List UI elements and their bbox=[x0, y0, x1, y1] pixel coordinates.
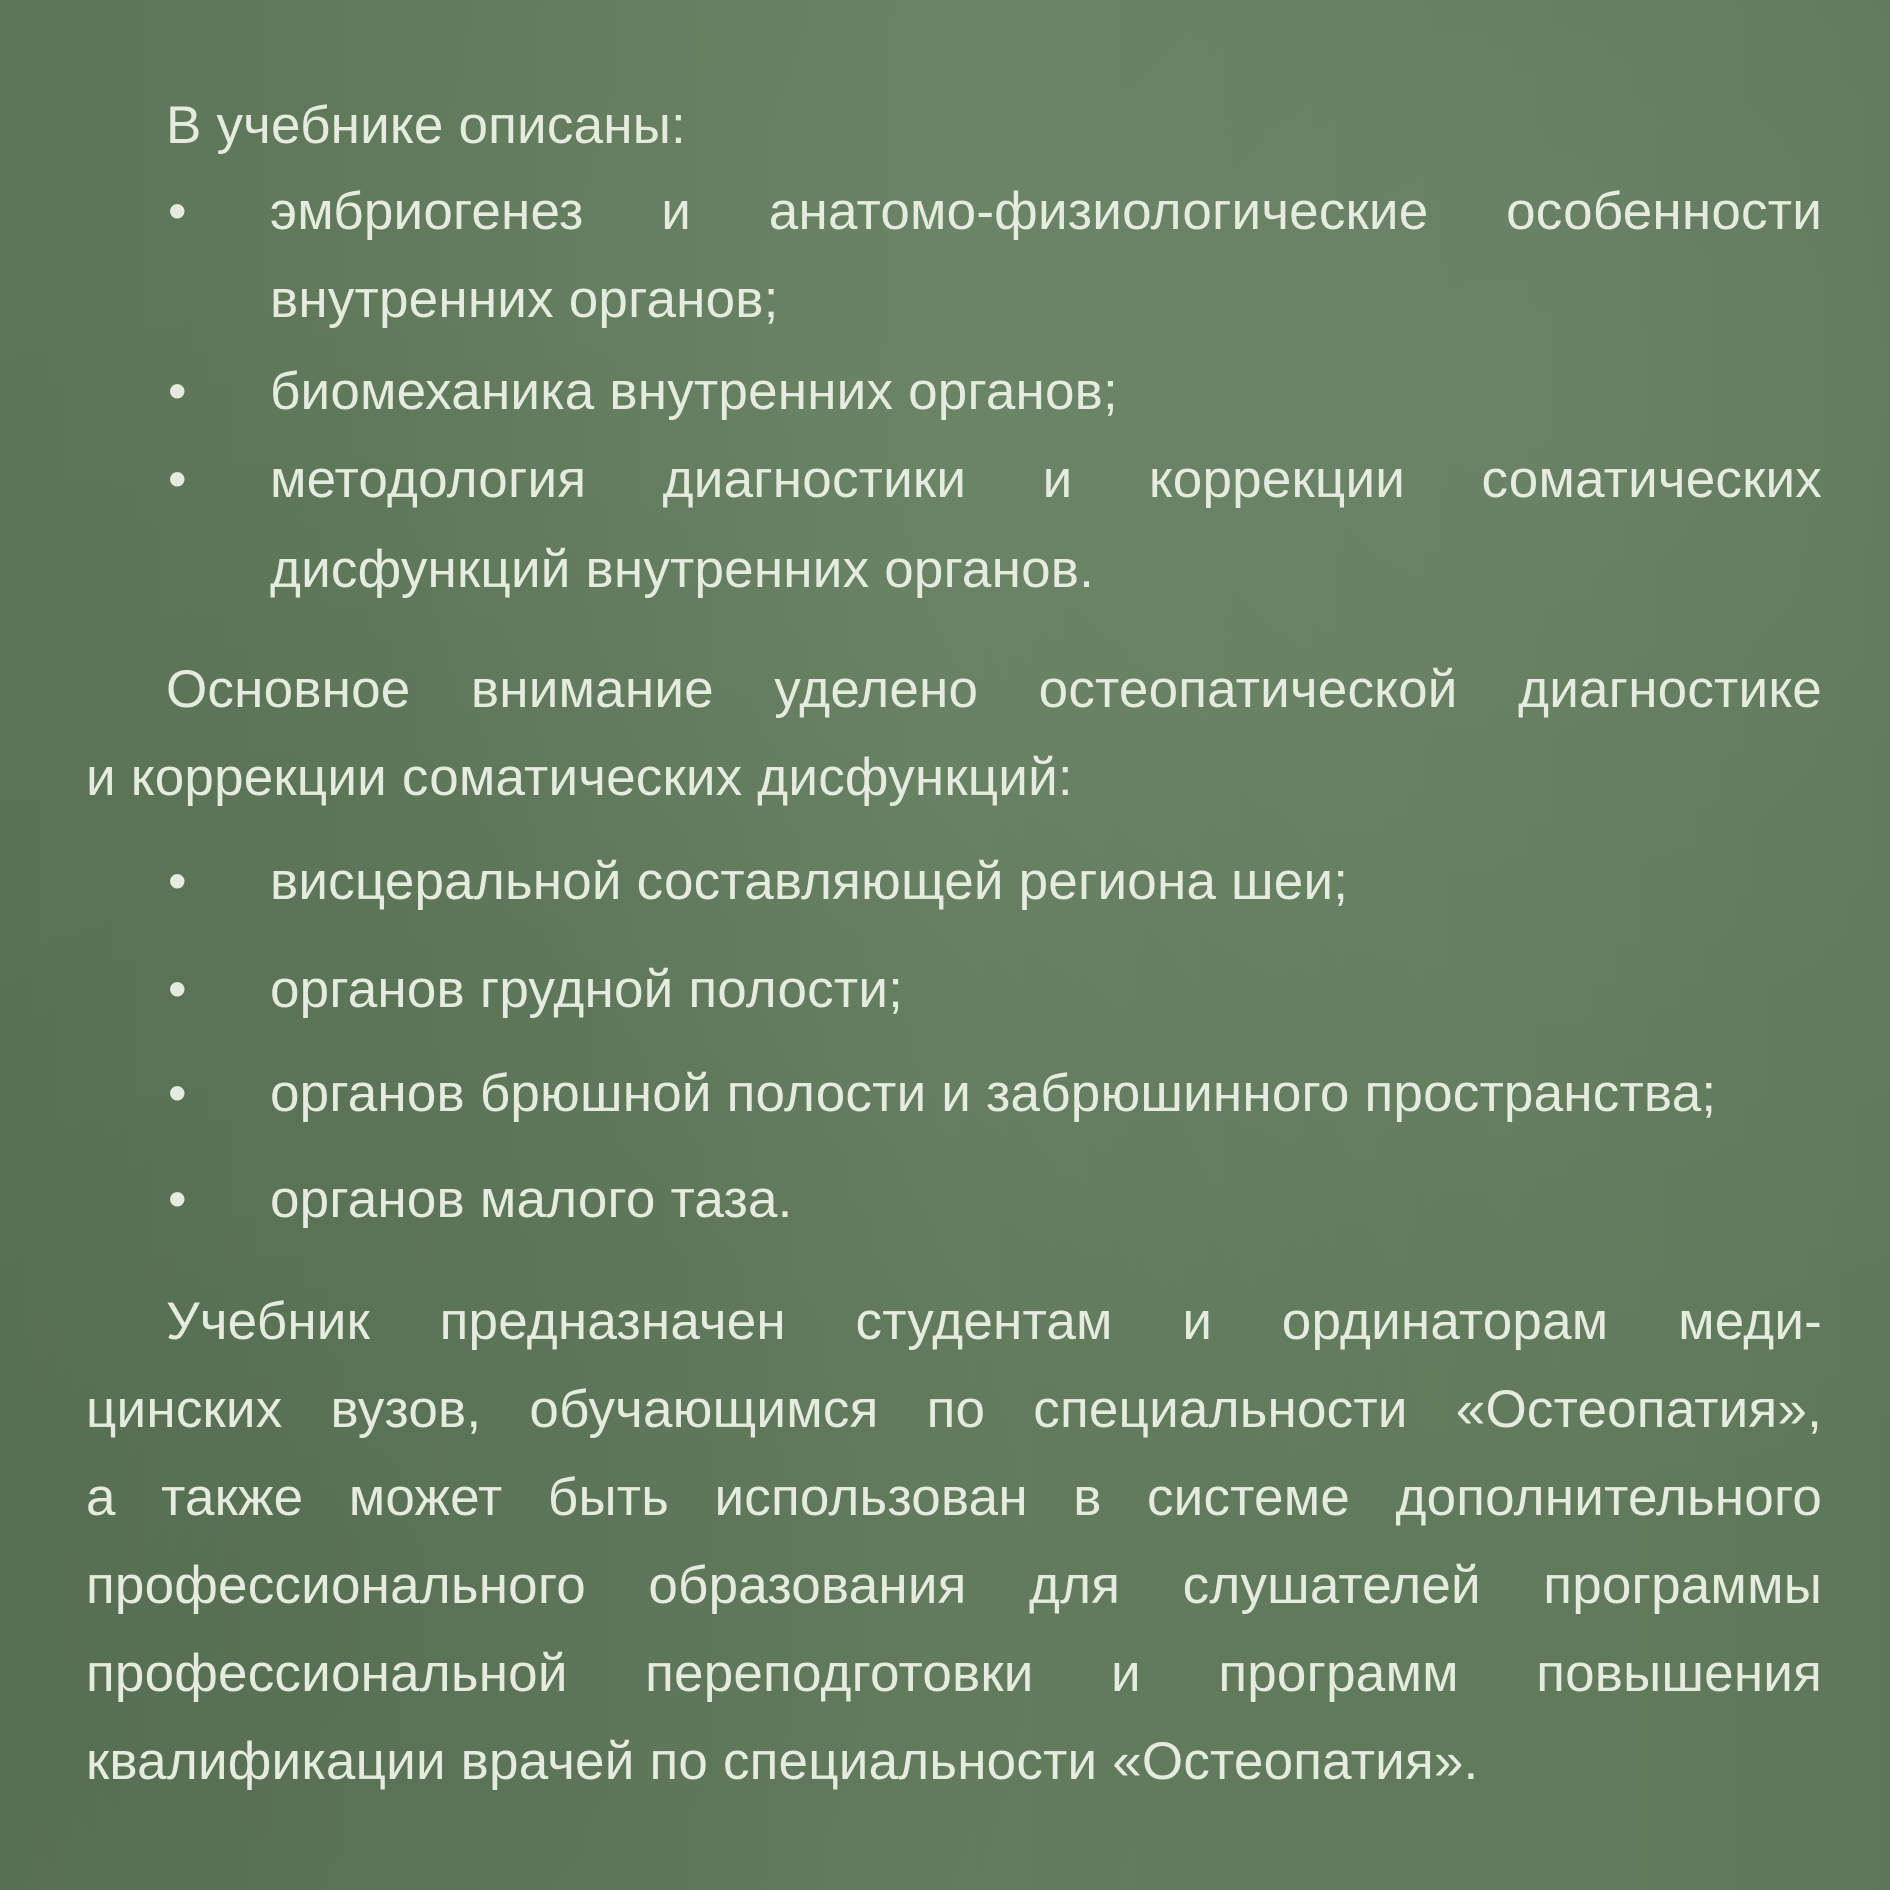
purpose-paragraph-line bbox=[0, 1546, 1890, 1626]
focus-paragraph-line bbox=[0, 650, 1890, 730]
intro-heading-line bbox=[0, 86, 1890, 166]
focus-line-2: и коррекции соматических дисфункций: bbox=[86, 748, 1073, 807]
bullet-icon: • bbox=[168, 182, 187, 241]
list-item bbox=[0, 842, 1890, 922]
list-item-continuation bbox=[0, 260, 1890, 340]
focus-item-1: висцеральной составляющей региона шеи; bbox=[270, 852, 1349, 911]
list-item-continuation bbox=[0, 530, 1890, 610]
bullet-icon: • bbox=[168, 1064, 187, 1123]
purpose-line-2: цинских вузов, обучающимся по специальности «Остеопатия», bbox=[86, 1380, 1822, 1439]
purpose-paragraph-line bbox=[0, 1634, 1890, 1714]
purpose-paragraph-line bbox=[0, 1282, 1890, 1362]
list-item bbox=[0, 1160, 1890, 1240]
purpose-line-3: а также может быть использован в системе дополнительного bbox=[86, 1468, 1822, 1527]
purpose-paragraph-line bbox=[0, 1722, 1890, 1802]
list-item bbox=[0, 172, 1890, 252]
focus-line-1: Основное внимание уделено остеопатической диагностике bbox=[166, 660, 1822, 719]
purpose-line-6: квалификации врачей по специальности «Остеопатия». bbox=[86, 1732, 1479, 1791]
bullet-icon: • bbox=[168, 1170, 187, 1229]
purpose-line-5: профессиональной переподготовки и программ повышения bbox=[86, 1644, 1822, 1703]
focus-item-4: органов малого таза. bbox=[270, 1170, 793, 1229]
intro-item-3-line-2: дисфункций внутренних органов. bbox=[270, 540, 1095, 599]
list-item bbox=[0, 1054, 1890, 1134]
bullet-icon: • bbox=[168, 450, 187, 509]
intro-item-3-line-1: методология диагностики и коррекции соматических bbox=[270, 450, 1822, 509]
bullet-icon: • bbox=[168, 852, 187, 911]
focus-paragraph-line bbox=[0, 738, 1890, 818]
list-item bbox=[0, 352, 1890, 432]
purpose-line-1: Учебник предназначен студентам и ординаторам меди- bbox=[166, 1292, 1822, 1351]
purpose-paragraph-line bbox=[0, 1370, 1890, 1450]
list-item bbox=[0, 440, 1890, 520]
intro-item-1-line-1: эмбриогенез и анатомо-физиологические особенности bbox=[270, 182, 1822, 241]
purpose-paragraph-line bbox=[0, 1458, 1890, 1538]
intro-item-2-line-1: биомеханика внутренних органов; bbox=[270, 362, 1118, 421]
focus-item-2: органов грудной полости; bbox=[270, 960, 904, 1019]
intro-heading: В учебнике описаны: bbox=[166, 96, 686, 155]
list-item bbox=[0, 950, 1890, 1030]
purpose-line-4: профессионального образования для слушателей программы bbox=[86, 1556, 1822, 1615]
bullet-icon: • bbox=[168, 362, 187, 421]
intro-item-1-line-2: внутренних органов; bbox=[270, 270, 779, 329]
bullet-icon: • bbox=[168, 960, 187, 1019]
focus-item-3: органов брюшной полости и забрюшинного пространства; bbox=[270, 1064, 1717, 1123]
